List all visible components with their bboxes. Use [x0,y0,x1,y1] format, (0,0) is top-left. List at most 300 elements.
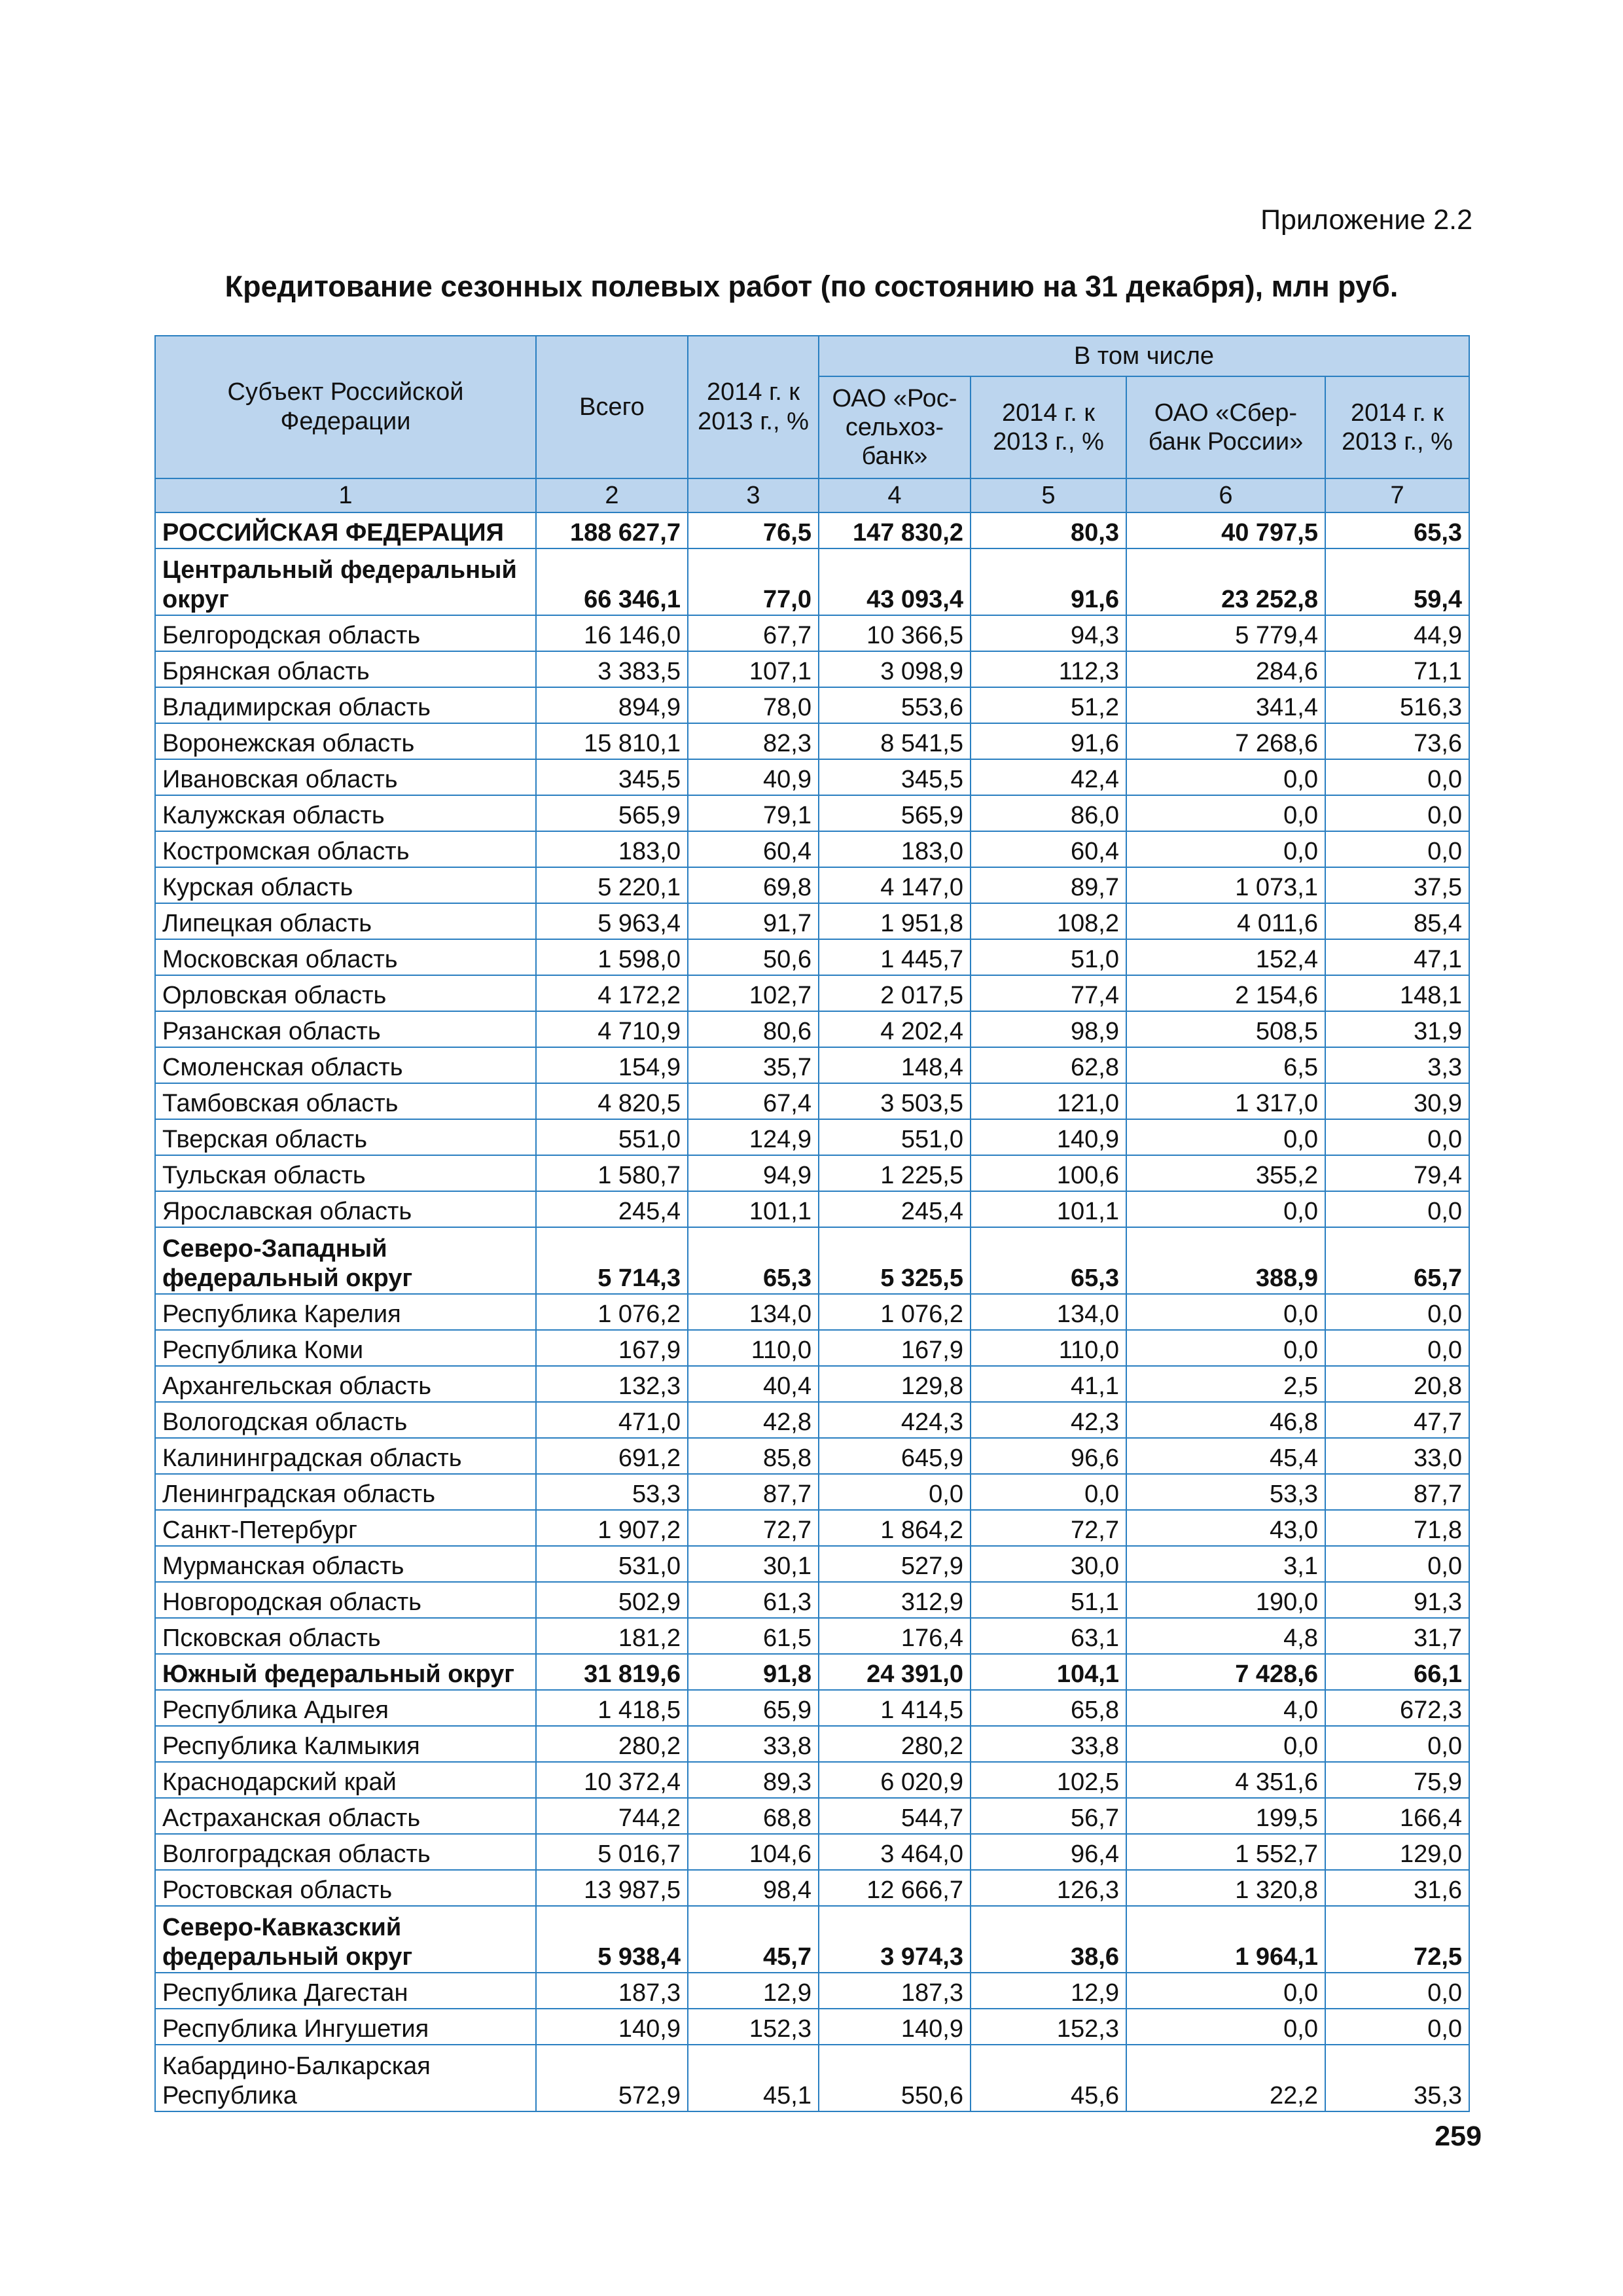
total-value: 5 938,4 [536,1906,688,1973]
rosselkhozbank-value: 4 202,4 [819,1011,971,1047]
table-row [155,1402,1469,1438]
table-row [155,1294,1469,1330]
rosselkhozbank-pct: 72,7 [971,1510,1126,1546]
region-name: Волгоградская область [155,1834,536,1870]
rosselkhozbank-value: 129,8 [819,1366,971,1402]
total-value: 3 383,5 [536,651,688,687]
table-row [155,1438,1469,1474]
region-name: Ивановская область [155,759,536,795]
total-pct: 77,0 [688,548,819,615]
table-row [155,1227,1469,1294]
rosselkhozbank-pct: 56,7 [971,1798,1126,1834]
region-name: Тамбовская область [155,1083,536,1119]
table-row [155,939,1469,975]
total-value: 154,9 [536,1047,688,1083]
sberbank-pct: 0,0 [1325,2009,1469,2045]
rosselkhozbank-pct: 101,1 [971,1191,1126,1227]
sberbank-value: 1 073,1 [1126,867,1325,903]
rosselkhozbank-pct: 51,1 [971,1582,1126,1618]
sberbank-value: 23 252,8 [1126,548,1325,615]
region-name: Республика Калмыкия [155,1726,536,1762]
rosselkhozbank-value: 553,6 [819,687,971,723]
sberbank-pct: 72,5 [1325,1906,1469,1973]
total-value: 531,0 [536,1546,688,1582]
region-name: Костромская область [155,831,536,867]
rosselkhozbank-value: 10 366,5 [819,615,971,651]
total-pct: 110,0 [688,1330,819,1366]
sberbank-value: 22,2 [1126,2045,1325,2111]
table-row [155,1618,1469,1654]
sberbank-pct: 59,4 [1325,548,1469,615]
sberbank-value: 0,0 [1126,1191,1325,1227]
sberbank-pct: 87,7 [1325,1474,1469,1510]
sberbank-pct: 166,4 [1325,1798,1469,1834]
rosselkhozbank-value: 1 864,2 [819,1510,971,1546]
rosselkhozbank-pct: 60,4 [971,831,1126,867]
column-number: 1 [155,478,536,512]
region-name: Тверская область [155,1119,536,1155]
total-pct: 45,7 [688,1906,819,1973]
region-name: Астраханская область [155,1798,536,1834]
rosselkhozbank-pct: 33,8 [971,1726,1126,1762]
sberbank-pct: 0,0 [1325,1973,1469,2009]
sberbank-pct: 31,9 [1325,1011,1469,1047]
rosselkhozbank-pct: 65,3 [971,1227,1126,1294]
rosselkhozbank-pct: 96,6 [971,1438,1126,1474]
rosselkhozbank-value: 176,4 [819,1618,971,1654]
total-value: 4 820,5 [536,1083,688,1119]
sberbank-value: 199,5 [1126,1798,1325,1834]
sberbank-pct: 0,0 [1325,1546,1469,1582]
region-name: Северо-Кавказский федеральный округ [155,1906,536,1973]
header-sberbank-pct: 2014 г. к 2013 г., % [1325,376,1469,478]
rosselkhozbank-pct: 62,8 [971,1047,1126,1083]
sberbank-value: 40 797,5 [1126,512,1325,548]
total-pct: 152,3 [688,2009,819,2045]
total-value: 471,0 [536,1402,688,1438]
total-value: 280,2 [536,1726,688,1762]
rosselkhozbank-pct: 51,0 [971,939,1126,975]
table-row [155,1155,1469,1191]
sberbank-value: 53,3 [1126,1474,1325,1510]
sberbank-pct: 30,9 [1325,1083,1469,1119]
sberbank-pct: 516,3 [1325,687,1469,723]
column-number: 3 [688,478,819,512]
sberbank-value: 2,5 [1126,1366,1325,1402]
rosselkhozbank-value: 550,6 [819,2045,971,2111]
rosselkhozbank-value: 24 391,0 [819,1654,971,1690]
rosselkhozbank-value: 187,3 [819,1973,971,2009]
sberbank-value: 46,8 [1126,1402,1325,1438]
total-pct: 101,1 [688,1191,819,1227]
rosselkhozbank-value: 1 225,5 [819,1155,971,1191]
total-value: 245,4 [536,1191,688,1227]
sberbank-pct: 0,0 [1325,795,1469,831]
sberbank-value: 0,0 [1126,1726,1325,1762]
region-name: Воронежская область [155,723,536,759]
table-body [155,512,1469,2111]
sberbank-pct: 0,0 [1325,1191,1469,1227]
header-rosselkhozbank-pct: 2014 г. к 2013 г., % [971,376,1126,478]
header-total: Всего [536,336,688,478]
total-value: 16 146,0 [536,615,688,651]
region-name: Центральный федеральный округ [155,548,536,615]
region-name: Тульская область [155,1155,536,1191]
rosselkhozbank-value: 147 830,2 [819,512,971,548]
total-value: 1 598,0 [536,939,688,975]
sberbank-value: 388,9 [1126,1227,1325,1294]
rosselkhozbank-value: 312,9 [819,1582,971,1618]
sberbank-value: 7 428,6 [1126,1654,1325,1690]
table-row [155,1654,1469,1690]
sberbank-pct: 71,1 [1325,651,1469,687]
region-name: Северо-Западный федеральный округ [155,1227,536,1294]
sberbank-value: 0,0 [1126,759,1325,795]
region-name: Кабардино-Балкарская Республика [155,2045,536,2111]
table-row [155,1762,1469,1798]
total-value: 183,0 [536,831,688,867]
total-value: 5 714,3 [536,1227,688,1294]
region-name: Республика Коми [155,1330,536,1366]
total-value: 4 710,9 [536,1011,688,1047]
rosselkhozbank-pct: 96,4 [971,1834,1126,1870]
rosselkhozbank-value: 1 445,7 [819,939,971,975]
column-number: 7 [1325,478,1469,512]
table-row [155,1083,1469,1119]
rosselkhozbank-value: 424,3 [819,1402,971,1438]
header-subject: Субъект Российской Федерации [155,336,536,478]
total-pct: 45,1 [688,2045,819,2111]
region-name: Владимирская область [155,687,536,723]
sberbank-pct: 37,5 [1325,867,1469,903]
total-pct: 94,9 [688,1155,819,1191]
sberbank-value: 0,0 [1126,831,1325,867]
total-value: 13 987,5 [536,1870,688,1906]
sberbank-pct: 0,0 [1325,759,1469,795]
region-name: РОССИЙСКАЯ ФЕДЕРАЦИЯ [155,512,536,548]
sberbank-value: 4,0 [1126,1690,1325,1726]
total-pct: 80,6 [688,1011,819,1047]
rosselkhozbank-pct: 91,6 [971,723,1126,759]
sberbank-value: 4 011,6 [1126,903,1325,939]
rosselkhozbank-pct: 110,0 [971,1330,1126,1366]
table-row [155,1798,1469,1834]
total-value: 572,9 [536,2045,688,2111]
rosselkhozbank-value: 565,9 [819,795,971,831]
page-number: 259 [1435,2121,1482,2152]
rosselkhozbank-value: 1 076,2 [819,1294,971,1330]
rosselkhozbank-pct: 121,0 [971,1083,1126,1119]
total-value: 15 810,1 [536,723,688,759]
rosselkhozbank-value: 544,7 [819,1798,971,1834]
rosselkhozbank-pct: 38,6 [971,1906,1126,1973]
region-name: Южный федеральный округ [155,1654,536,1690]
total-value: 31 819,6 [536,1654,688,1690]
rosselkhozbank-pct: 45,6 [971,2045,1126,2111]
region-name: Республика Карелия [155,1294,536,1330]
rosselkhozbank-value: 140,9 [819,2009,971,2045]
total-pct: 12,9 [688,1973,819,2009]
rosselkhozbank-pct: 126,3 [971,1870,1126,1906]
rosselkhozbank-pct: 77,4 [971,975,1126,1011]
sberbank-value: 1 552,7 [1126,1834,1325,1870]
total-pct: 65,3 [688,1227,819,1294]
total-pct: 78,0 [688,687,819,723]
table-row [155,548,1469,615]
total-value: 744,2 [536,1798,688,1834]
sberbank-pct: 0,0 [1325,1294,1469,1330]
table-row [155,1582,1469,1618]
region-name: Ярославская область [155,1191,536,1227]
sberbank-value: 355,2 [1126,1155,1325,1191]
rosselkhozbank-value: 0,0 [819,1474,971,1510]
total-pct: 60,4 [688,831,819,867]
total-pct: 91,8 [688,1654,819,1690]
table-row [155,1834,1469,1870]
rosselkhozbank-value: 280,2 [819,1726,971,1762]
sberbank-value: 0,0 [1126,1294,1325,1330]
sberbank-value: 0,0 [1126,1119,1325,1155]
rosselkhozbank-pct: 94,3 [971,615,1126,651]
region-name: Республика Ингушетия [155,2009,536,2045]
rosselkhozbank-value: 1 951,8 [819,903,971,939]
rosselkhozbank-value: 2 017,5 [819,975,971,1011]
sberbank-value: 3,1 [1126,1546,1325,1582]
region-name: Ростовская область [155,1870,536,1906]
sberbank-pct: 33,0 [1325,1438,1469,1474]
total-value: 4 172,2 [536,975,688,1011]
region-name: Липецкая область [155,903,536,939]
sberbank-value: 1 317,0 [1126,1083,1325,1119]
rosselkhozbank-pct: 102,5 [971,1762,1126,1798]
total-value: 5 016,7 [536,1834,688,1870]
total-pct: 76,5 [688,512,819,548]
sberbank-pct: 71,8 [1325,1510,1469,1546]
rosselkhozbank-value: 645,9 [819,1438,971,1474]
rosselkhozbank-pct: 63,1 [971,1618,1126,1654]
region-name: Рязанская область [155,1011,536,1047]
sberbank-pct: 75,9 [1325,1762,1469,1798]
sberbank-pct: 0,0 [1325,831,1469,867]
total-value: 181,2 [536,1618,688,1654]
rosselkhozbank-value: 8 541,5 [819,723,971,759]
table-row [155,1011,1469,1047]
sberbank-value: 0,0 [1126,795,1325,831]
table-row [155,1690,1469,1726]
table-row [155,1510,1469,1546]
sberbank-pct: 66,1 [1325,1654,1469,1690]
rosselkhozbank-pct: 30,0 [971,1546,1126,1582]
sberbank-value: 508,5 [1126,1011,1325,1047]
total-pct: 134,0 [688,1294,819,1330]
region-name: Брянская область [155,651,536,687]
sberbank-value: 1 964,1 [1126,1906,1325,1973]
table-row [155,687,1469,723]
table-row [155,1474,1469,1510]
rosselkhozbank-value: 5 325,5 [819,1227,971,1294]
table-row [155,795,1469,831]
rosselkhozbank-value: 3 098,9 [819,651,971,687]
header-rosselkhozbank: ОАО «Рос-сельхоз-банк» [819,376,971,478]
rosselkhozbank-pct: 80,3 [971,512,1126,548]
region-name: Архангельская область [155,1366,536,1402]
sberbank-pct: 672,3 [1325,1690,1469,1726]
total-pct: 68,8 [688,1798,819,1834]
sberbank-value: 6,5 [1126,1047,1325,1083]
region-name: Мурманская область [155,1546,536,1582]
total-value: 1 418,5 [536,1690,688,1726]
rosselkhozbank-pct: 51,2 [971,687,1126,723]
rosselkhozbank-pct: 134,0 [971,1294,1126,1330]
sberbank-pct: 73,6 [1325,723,1469,759]
sberbank-value: 4 351,6 [1126,1762,1325,1798]
total-pct: 69,8 [688,867,819,903]
total-value: 1 907,2 [536,1510,688,1546]
rosselkhozbank-value: 1 414,5 [819,1690,971,1726]
total-value: 132,3 [536,1366,688,1402]
appendix-label: Приложение 2.2 [1260,204,1472,236]
region-name: Московская область [155,939,536,975]
total-value: 502,9 [536,1582,688,1618]
sberbank-pct: 0,0 [1325,1330,1469,1366]
total-pct: 72,7 [688,1510,819,1546]
rosselkhozbank-value: 3 464,0 [819,1834,971,1870]
sberbank-pct: 35,3 [1325,2045,1469,2111]
total-pct: 102,7 [688,975,819,1011]
rosselkhozbank-value: 12 666,7 [819,1870,971,1906]
sberbank-pct: 148,1 [1325,975,1469,1011]
table-row [155,512,1469,548]
rosselkhozbank-value: 345,5 [819,759,971,795]
region-name: Смоленская область [155,1047,536,1083]
sberbank-pct: 0,0 [1325,1726,1469,1762]
column-number: 6 [1126,478,1325,512]
table-row [155,1906,1469,1973]
rosselkhozbank-pct: 98,9 [971,1011,1126,1047]
table-row [155,651,1469,687]
sberbank-value: 43,0 [1126,1510,1325,1546]
table-row [155,903,1469,939]
sberbank-pct: 0,0 [1325,1119,1469,1155]
total-value: 167,9 [536,1330,688,1366]
sberbank-pct: 31,6 [1325,1870,1469,1906]
region-name: Ленинградская область [155,1474,536,1510]
sberbank-pct: 47,7 [1325,1402,1469,1438]
column-number: 4 [819,478,971,512]
table-row [155,1726,1469,1762]
sberbank-value: 45,4 [1126,1438,1325,1474]
table-row [155,759,1469,795]
sberbank-pct: 44,9 [1325,615,1469,651]
rosselkhozbank-value: 527,9 [819,1546,971,1582]
rosselkhozbank-pct: 42,4 [971,759,1126,795]
rosselkhozbank-pct: 41,1 [971,1366,1126,1402]
total-value: 551,0 [536,1119,688,1155]
total-pct: 61,5 [688,1618,819,1654]
total-pct: 98,4 [688,1870,819,1906]
rosselkhozbank-pct: 65,8 [971,1690,1126,1726]
table-row [155,2009,1469,2045]
sberbank-value: 190,0 [1126,1582,1325,1618]
table-row [155,1366,1469,1402]
table-row [155,615,1469,651]
total-pct: 42,8 [688,1402,819,1438]
total-pct: 30,1 [688,1546,819,1582]
region-name: Новгородская область [155,1582,536,1618]
total-pct: 35,7 [688,1047,819,1083]
total-value: 894,9 [536,687,688,723]
region-name: Калининградская область [155,1438,536,1474]
region-name: Курская область [155,867,536,903]
rosselkhozbank-value: 3 974,3 [819,1906,971,1973]
rosselkhozbank-pct: 104,1 [971,1654,1126,1690]
region-name: Псковская область [155,1618,536,1654]
rosselkhozbank-pct: 140,9 [971,1119,1126,1155]
total-pct: 79,1 [688,795,819,831]
rosselkhozbank-pct: 108,2 [971,903,1126,939]
rosselkhozbank-pct: 152,3 [971,2009,1126,2045]
total-pct: 67,4 [688,1083,819,1119]
region-name: Санкт-Петербург [155,1510,536,1546]
rosselkhozbank-pct: 42,3 [971,1402,1126,1438]
sberbank-pct: 47,1 [1325,939,1469,975]
rosselkhozbank-pct: 89,7 [971,867,1126,903]
total-value: 10 372,4 [536,1762,688,1798]
sberbank-value: 1 320,8 [1126,1870,1325,1906]
rosselkhozbank-value: 148,4 [819,1047,971,1083]
table-row [155,975,1469,1011]
sberbank-value: 5 779,4 [1126,615,1325,651]
header-total-pct: 2014 г. к 2013 г., % [688,336,819,478]
table-row [155,1119,1469,1155]
total-pct: 67,7 [688,615,819,651]
total-value: 140,9 [536,2009,688,2045]
table-row [155,1047,1469,1083]
total-value: 1 580,7 [536,1155,688,1191]
sberbank-value: 341,4 [1126,687,1325,723]
region-name: Республика Адыгея [155,1690,536,1726]
rosselkhozbank-value: 167,9 [819,1330,971,1366]
total-pct: 40,4 [688,1366,819,1402]
total-pct: 89,3 [688,1762,819,1798]
sberbank-value: 4,8 [1126,1618,1325,1654]
column-number: 5 [971,478,1126,512]
total-value: 1 076,2 [536,1294,688,1330]
sberbank-value: 0,0 [1126,1330,1325,1366]
sberbank-pct: 79,4 [1325,1155,1469,1191]
total-value: 5 220,1 [536,867,688,903]
sberbank-pct: 65,7 [1325,1227,1469,1294]
table-title: Кредитование сезонных полевых работ (по состоянию на 31 декабря), млн руб. [224,270,1399,303]
table-row [155,867,1469,903]
rosselkhozbank-pct: 86,0 [971,795,1126,831]
table-row [155,2045,1469,2111]
table-row [155,1973,1469,2009]
credit-table [154,335,1470,2112]
table-row [155,723,1469,759]
total-pct: 85,8 [688,1438,819,1474]
sberbank-pct: 91,3 [1325,1582,1469,1618]
rosselkhozbank-value: 43 093,4 [819,548,971,615]
total-pct: 87,7 [688,1474,819,1510]
region-name: Вологодская область [155,1402,536,1438]
table-row [155,1330,1469,1366]
region-name: Белгородская область [155,615,536,651]
region-name: Калужская область [155,795,536,831]
column-number: 2 [536,478,688,512]
header-including: В том числе [819,336,1469,376]
rosselkhozbank-pct: 12,9 [971,1973,1126,2009]
